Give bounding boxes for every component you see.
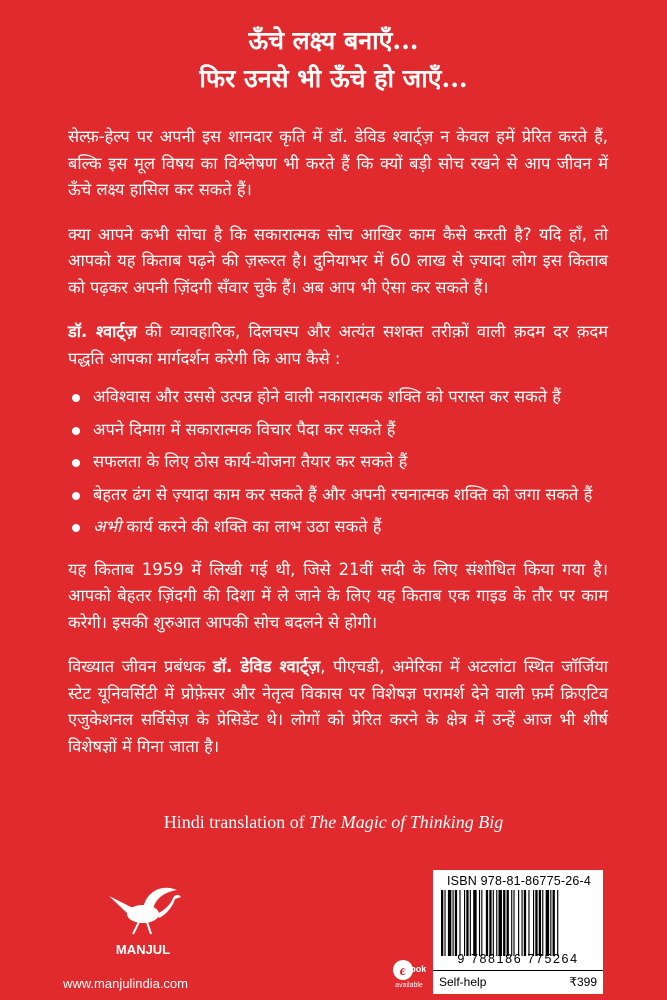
isbn-text: ISBN 978-81-86775-26-4 [447,874,592,888]
list-item: सफलता के लिए ठोस कार्य-योजना तैयार कर सकते हैं [68,449,608,476]
barcode-bar [557,890,558,956]
barcode-bar [550,890,551,956]
barcode-bar [503,890,505,956]
list-item-text: कार्य करने की शक्ति का लाभ उठा सकते हैं [121,517,382,536]
barcode-bar [459,890,460,956]
barcode-bars [437,890,599,956]
barcode-bar [539,890,541,956]
paragraph-history: यह किताब 1959 में लिखी गई थी, जिसे 21वीं सदी के लिए संशोधित किया गया है। आपको बेहतर ज़िंदगी की दिशा में ले जाने के लिए यह किताब एक गाइड के तौर पर काम करेगी। इसकी शुरुआत आपकी सोच बदलने से होगी। [68,559,608,632]
barcode-bar [441,890,443,956]
barcode-bar [470,890,471,956]
list-item: बेहतर ढंग से ज़्यादा काम कर सकते हैं और अपनी रचनात्मक शक्ति को जगा सकते हैं [68,482,608,509]
publisher-logo [103,880,183,960]
goose-icon [109,888,181,934]
barcode-bar [553,890,555,956]
list-item [68,514,608,541]
original-title: The Magic of Thinking Big [309,812,504,832]
author-name-short: डॉ. श्वार्ट्ज़ [68,322,137,341]
barcode-bar [522,890,523,956]
headline-line-2: फिर उनसे भी ऊँचे हो जाएँ... [199,64,468,93]
barcode-bar [496,890,497,956]
barcode-bar [511,890,512,956]
blurb [68,124,608,778]
translation-note [0,812,667,833]
paragraph-method-text: की व्यावहारिक, दिलचस्प और अत्यंत सशक्त तरीक़ों वाली क़दम दर क़दम पद्धति आपका मार्गदर्शन करेगी कि आप कैसे : [68,322,608,368]
barcode-bar [535,890,537,956]
paragraph-intro: सेल्फ़-हेल्प पर अपनी इस शानदार कृति में डॉ. डेविड श्वार्ट्ज़ न केवल हमें प्रेरित करते हैं, बल्कि इस मूल विषय का विश्लेषण भी करते हैं कि क्यों बड़ी सोच रखने से आप जीवन में ऊँचे लक्ष्य हासिल कर सकते हैं। [68,127,608,199]
author-name-full: डॉ. डेविड श्वार्ट्ज़ [213,657,321,676]
ebook-letter: e [399,963,407,979]
category-label: Self-help [439,975,487,989]
headline [0,22,667,98]
benefits-list [68,384,608,541]
barcode-digits: 9 788186 775264 [457,952,579,966]
barcode-bar [542,890,543,956]
barcode-bar [524,890,526,956]
barcode-bar [533,890,534,956]
paragraph-method [68,319,608,372]
barcode-bar [489,890,491,956]
barcode-bar [493,890,494,956]
translation-prefix: Hindi translation of [163,812,310,832]
ebook-available-badge [392,958,426,992]
barcode-bar [546,890,549,956]
ebook-sub: available [395,982,423,989]
barcode-bar [464,890,465,956]
list-item: अविश्वास और उससे उत्पन्न होने वाली नकारात्मक शक्ति को परास्त कर सकते हैं [68,384,608,411]
ebook-word: Book [403,964,426,974]
paragraph-question: क्या आपने कभी सोचा है कि सकारात्मक सोच आखिर काम कैसे करती है? यदि हाँ, तो आपको यह किताब पढ़ने की ज़रूरत है। दुनियाभर में 60 लाख से ज़्यादा लोग इस किताब को पढ़कर अपनी ज़िंदगी सँवार चुके हैं। अब आप भी ऐसा कर सकते हैं। [68,224,608,297]
list-item: अपने दिमाग़ में सकारात्मक विचार पैदा कर सकते हैं [68,417,608,444]
barcode-bar [466,890,468,956]
publisher-logo-text: MANJUL [115,942,171,957]
barcode-bar [481,890,482,956]
barcode-bar [499,890,502,956]
barcode-divider [433,970,603,971]
barcode-bar [528,890,529,956]
barcode-bar [518,890,519,956]
barcode-bar [444,890,445,956]
publisher-website: www.manjulindia.com [63,976,188,991]
headline-line-1: ऊँचे लक्ष्य बनाएँ... [248,26,419,55]
barcode-bar [453,890,454,956]
barcode-bar [473,890,476,956]
author-bio-prefix: विख्यात जीवन प्रबंधक [68,657,214,676]
emphasis-now: अभी [93,517,122,536]
barcode-bar [507,890,509,956]
barcode-bar [513,890,514,956]
paragraph-author-bio [68,654,608,760]
price-label: ₹399 [569,975,597,989]
barcode-bar [486,890,488,956]
author-bio-text: , पीएचडी, अमेरिका में अटलांटा स्थित जॉर्जिया स्टेट यूनिवर्सिटी में प्रोफ़ेसर और नेतृत्व विकास पर विशेषज्ञ परामर्श देने वाली फ़र्म क्रिएटिव एजुकेशनल सर्विसेज़ के प्रेसिडेंट थे। लोगों को प्रेरित करने के क्षेत्र में उन्हें आज भी शीर्ष विशेषज्ञों में गिना जाता है। [68,657,608,756]
barcode-bar [455,890,457,956]
barcode-bar [448,890,451,956]
barcode-panel [433,870,603,994]
barcode-bar [479,890,480,956]
